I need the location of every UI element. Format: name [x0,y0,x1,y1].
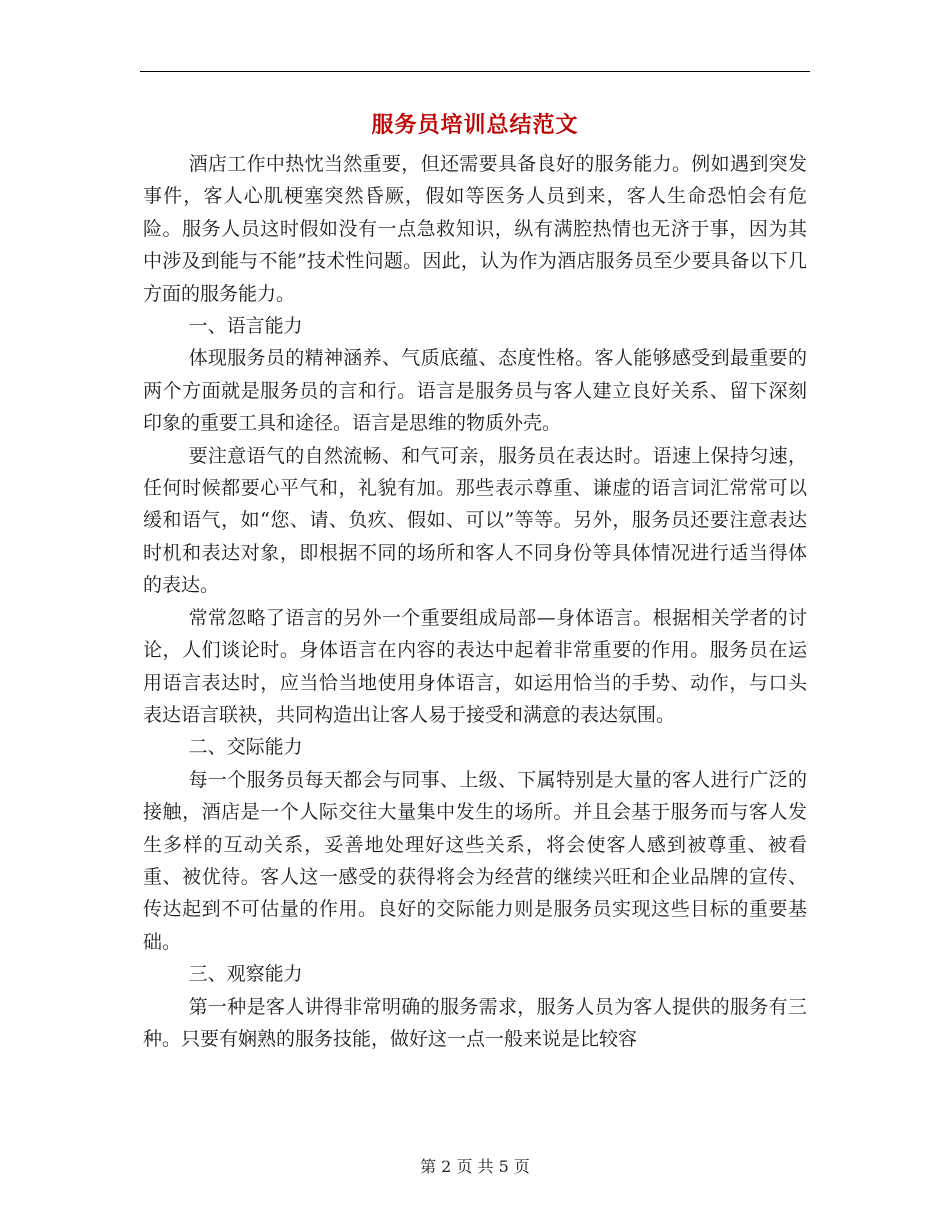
paragraph-language-3: 常常忽略了语言的另外一个重要组成局部—身体语言。根据相关学者的讨论，人们谈论时。身体语言在内容的表达中起着非常重要的作用。服务员在运用语言表达时，应当恰当地使用身体语言，如运用恰当的手势、动作，与口头表达语言联袂，共同构造出让客人易于接受和满意的表达氛围。 [143,606,807,726]
section-heading-social: 二、交际能力 [188,736,303,759]
paragraph-observation: 第一种是客人讲得非常明确的服务需求，服务人员为客人提供的服务有三种。只要有娴熟的服务技能，做好这一点一般来说是比较容 [143,995,807,1050]
paragraph-social: 每一个服务员每天都会与同事、上级、下属特别是大量的客人进行广泛的接触，酒店是一个人际交往大量集中发生的场所。并且会基于服务而与客人发生多样的互动关系，妥善地处理好这些关系，将会使客人感到被尊重、被看重、被优待。客人这一感受的获得将会为经营的继续兴旺和企业品牌的宣传、传达起到不可估量的作用。良好的交际能力则是服务员实现这些目标的重要基础。 [143,768,807,953]
document-title: 服务员培训总结范文 [371,112,579,138]
section-heading-language: 一、语言能力 [188,315,303,338]
page-number: 第 2 页 共 5 页 [420,1157,530,1176]
paragraph-intro: 酒店工作中热忱当然重要，但还需要具备良好的服务能力。例如遇到突发事件，客人心肌梗塞突然昏厥，假如等医务人员到来，客人生命恐怕会有危险。服务人员这时假如没有一点急救知识，纵有满腔热情也无济于事，因为其中涉及到能与不能”技术性问题。因此，认为作为酒店服务员至少要具备以下几方面的服务能力。 [143,153,807,305]
header-rule [140,71,810,72]
paragraph-language-2: 要注意语气的自然流畅、和气可亲，服务员在表达时。语速上保持匀速，任何时候都要心平气和，礼貌有加。那些表示尊重、谦虚的语言词汇常常可以缓和语气，如“您、请、负疚、假如、可以”等等。另外，服务员还要注意表达时机和表达对象，即根据不同的场所和客人不同身份等具体情况进行适当得体的表达。 [143,444,807,597]
paragraph-language-1: 体现服务员的精神涵养、气质底蕴、态度性格。客人能够感受到最重要的两个方面就是服务员的言和行。语言是服务员与客人建立良好关系、留下深刻印象的重要工具和途径。语言是思维的物质外壳。 [143,347,807,435]
section-heading-observation: 三、观察能力 [188,963,303,986]
document-body [143,148,807,1055]
